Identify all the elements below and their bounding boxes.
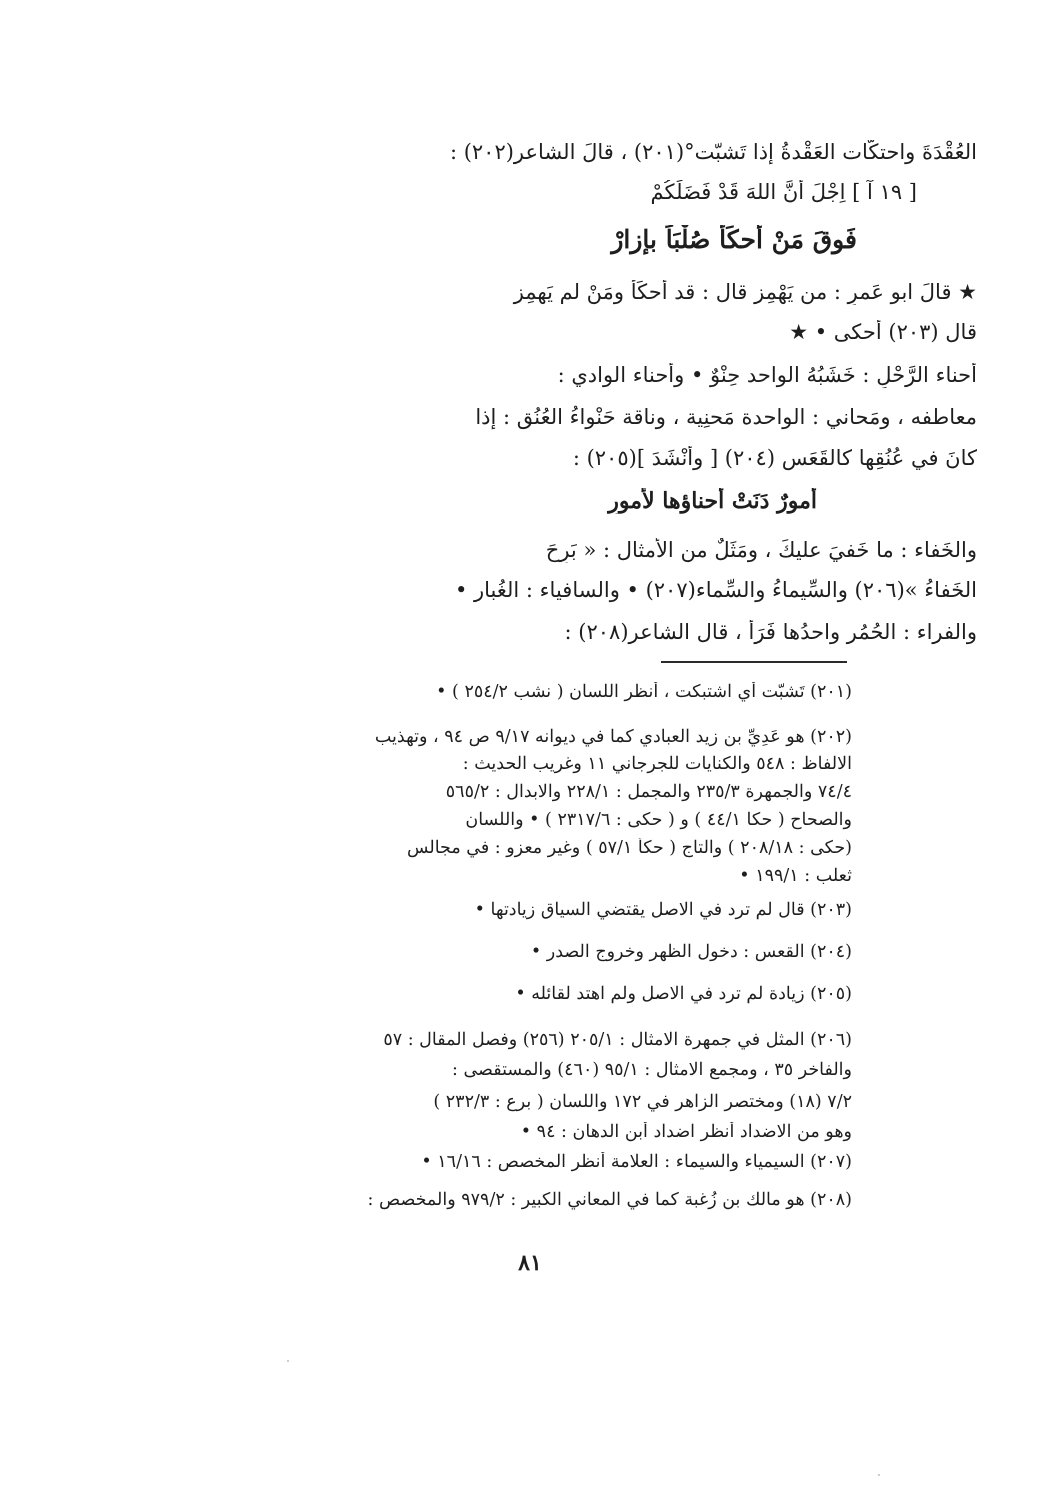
main-line-4: ★ قالَ ابو عَمرٍ : من يَهْمِز قال : قد أَحكَأَ ومَنْ لم يَهمِز [513, 280, 977, 304]
main-line-6: أحناء الرَّحْلِ : خَشَبُهُ الواحد حِنْوٌ • وأحناء الوادي : [557, 363, 977, 387]
main-line-1: العُقْدَةَ واحتكَّات العَقْدةُ إذا تَشبّت°(٢٠١) ، قالَ الشاعر(٢٠٢) : [449, 140, 977, 164]
main-line-10: والخَفاء : ما خَفيَ عليكَ ، ومَثَلٌ من الأمثال : « بَرِحَ [545, 538, 977, 562]
main-line-7: معاطفه ، ومَحاني : الواحدة مَحنِية ، وناقة حَنْواءُ العُنُقِ : إذا [475, 405, 977, 429]
footnote-202-cont: والصحاح ( حكا ٤٤/١ ) و ( حكى : ٢٣١٧/٦ ) • واللسان [465, 810, 852, 830]
main-line-12: والفراء : الحُمُر واحدُها فَرَأٌ ، قال الشاعر(٢٠٨) : [564, 620, 977, 644]
footnote-206-cont: ٧/٢ (١٨) ومختصر الزاهر في ١٧٢ واللسان ( برع : ٢٣٢/٣ ) [433, 1092, 852, 1112]
verse-line-2: أُمورٌ دَنَتْ أَحناؤها لأُمورِ [608, 488, 817, 514]
page-number: ٨١ [518, 1250, 542, 1276]
footnote-206: (٢٠٦) المثل في جمهرة الامثال : ٢٠٥/١ (٢٥٦) وفصل المقال : ٥٧ [383, 1030, 852, 1050]
scan-speck [878, 1474, 880, 1476]
scan-speck [287, 1360, 289, 1362]
main-line-8: كانَ في عُنُقِها كالقَعَس (٢٠٤) [ وأنْشَدَ ](٢٠٥) : [572, 446, 977, 470]
footnote-206-cont: والفاخر ٣٥ ، ومجمع الامثال : ٩٥/١ (٤٦٠) والمستقصى : [452, 1060, 852, 1080]
main-line-5: قال (٢٠٣) أحكى • ★ [789, 320, 977, 344]
main-line-2: [ ١٩ آ ] اِجْلَ أنَّ اللهَ قَدْ فَضَلَكُمْ [650, 180, 917, 204]
footnote-203: (٢٠٣) قال لم ترد في الاصل يقتضي السياق زيادتها • [474, 900, 852, 920]
footnote-202-cont: ٧٤/٤ والجمهرة ٢٣٥/٣ والمجمل : ٢٢٨/١ والابدال : ٥٦٥/٢ [445, 782, 852, 802]
footnote-204: (٢٠٤) القعس : دخول الظهر وخروج الصدر • [530, 942, 852, 962]
footnote-202-cont: الالفاظ : ٥٤٨ والكنايات للجرجاني ١١ وغريب الحديث : [462, 754, 852, 774]
footnote-207: (٢٠٧) السيمياء والسيماء : العلامة أنظر المخصص : ١٦/١٦ • [421, 1152, 852, 1172]
footnote-206-cont: وهو من الاضداد أنظر اضداد أبن الدهان : ٩٤ • [520, 1122, 852, 1142]
footnote-202-cont: (حكى : ٢٠٨/١٨ ) والتاج ( حكأ ٥٧/١ ) وغير معزو : في مجالس [407, 838, 852, 858]
footnote-202-cont: ثعلب : ١٩٩/١ • [739, 866, 852, 886]
footnote-208: (٢٠٨) هو مالك بن زُغبة كما في المعاني الكبير : ٩٧٩/٢ والمخصص : [367, 1190, 852, 1210]
footnote-202: (٢٠٢) هو عَدِيِّ بن زيد العبادي كما في ديوانه ٩/١٧ ص ٩٤ ، وتهذيب [374, 727, 852, 747]
main-line-11: الخَفاءُ »(٢٠٦) والسِّيماءُ والسِّماء(٢٠٧) • والسافياء : الغُبار • [454, 578, 977, 602]
footnote-separator [661, 661, 847, 663]
footnote-201: (٢٠١) تَشبّت أي اشتبكت ، أنظر اللسان ( نشب ٢٥٤/٢ ) • [436, 682, 852, 702]
footnote-205: (٢٠٥) زيادة لم ترد في الاصل ولم اهتد لقائله • [515, 984, 852, 1004]
verse-line-1: فَوقَ مَنْ أَحكَأَ صُلْبَاً بإزارْ [611, 225, 857, 254]
